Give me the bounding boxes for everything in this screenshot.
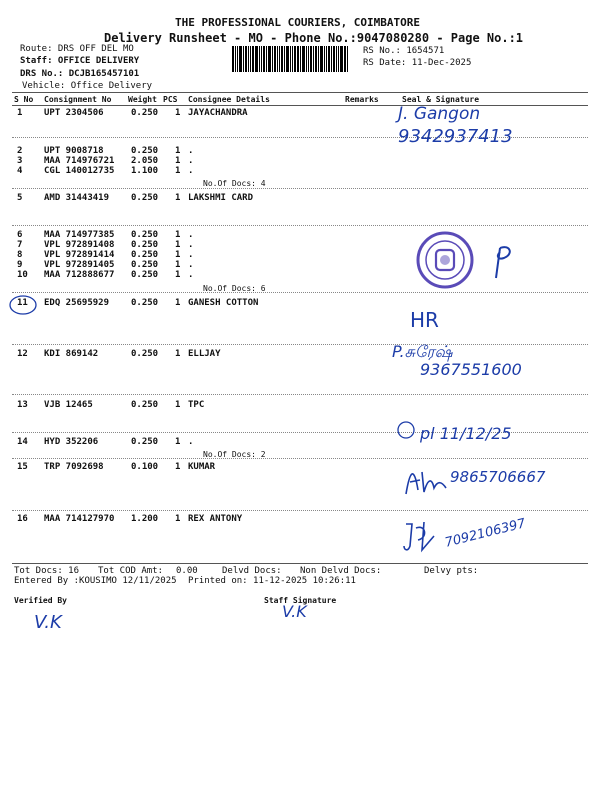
row-pcs: 1 [175,260,181,270]
barcode-bar [300,46,301,72]
row-weight: 0.250 [131,270,159,280]
row-consignee: . [188,260,194,270]
total-docs: Tot Docs: 16 [14,566,80,576]
row-cons: VJB 12465 [44,400,93,410]
row-sno: 16 [17,514,28,524]
delivery-points: Delvy pts: [424,566,479,576]
barcode-bar [331,46,332,72]
signature-15-phone: 9865706667 [450,468,546,486]
signature-11: HR [410,308,439,332]
row-divider [12,394,588,395]
row-pcs: 1 [175,166,181,176]
row-consignee: . [188,230,194,240]
row-consignee: KUMAR [188,462,216,472]
row-cons: MAA 714977385 [44,230,115,240]
barcode-bar [340,46,343,72]
row-cons: EDQ 25695929 [44,298,110,308]
signature-16-phone: 7092106397 [443,516,528,551]
barcode-bar [279,46,280,72]
row-sno: 9 [17,260,23,270]
row-weight: 0.250 [131,108,159,118]
row-consignee: REX ANTONY [188,514,243,524]
barcode-bar [237,46,238,72]
row-cons: CGL 140012735 [44,166,115,176]
row-weight: 0.250 [131,260,159,270]
barcode-bar [261,46,262,72]
signature-12-name: P.சுரேஷ் [392,342,453,361]
signature-12-phone: 9367551600 [420,360,522,379]
barcode-bar [259,46,260,72]
barcode-bar [266,46,267,72]
row-pcs: 1 [175,108,181,118]
row-consignee: . [188,156,194,166]
row-cons: MAA 712888677 [44,270,115,280]
signature-14: pl 11/12/25 [420,424,512,443]
signature-5-mark [486,240,516,284]
row-consignee: LAKSHMI CARD [188,193,254,203]
rs-number: RS No.: 1654571 [363,46,445,56]
barcode-bar [306,46,307,72]
header-rule-bottom [12,105,588,106]
row-sno: 5 [17,193,23,203]
row-pcs: 1 [175,240,181,250]
row-cons: MAA 714127970 [44,514,115,524]
row-cons: VPL 972891414 [44,250,115,260]
row-sno: 14 [17,437,28,447]
row-consignee: . [188,270,194,280]
circle-mark-14 [396,420,416,440]
barcode-bar [333,46,335,72]
row-sno: 11 [17,298,28,308]
entered-by: Entered By :KOUSIMO 12/11/2025 [14,576,177,586]
row-cons: MAA 714976721 [44,156,115,166]
row-sno: 12 [17,349,28,359]
row-weight: 0.250 [131,250,159,260]
barcode-bar [263,46,265,72]
barcode-bar [344,46,346,72]
row-weight: 0.250 [131,298,159,308]
row-pcs: 1 [175,230,181,240]
barcode-bar [274,46,276,72]
row-cons: VPL 972891405 [44,260,115,270]
row-pcs: 1 [175,400,181,410]
row-sno: 10 [17,270,28,280]
barcode-bar [315,46,317,72]
signature-16-scribble [400,516,440,556]
runsheet-title: Delivery Runsheet - MO - Phone No.:9047080280 - Page No.:1 [104,31,524,45]
row-weight: 1.100 [131,166,159,176]
row-divider [12,225,588,226]
staff-signature-initials: V.K [282,602,307,621]
row-cons: HYD 352206 [44,437,99,447]
row-sno: 3 [17,156,23,166]
barcode-bar [297,46,299,72]
row-pcs: 1 [175,193,181,203]
row-sno: 15 [17,462,28,472]
barcode-bar [255,46,258,72]
row-consignee: GANESH COTTON [188,298,259,308]
company-name: THE PROFESSIONAL COURIERS, COIMBATORE [175,16,421,29]
barcode-bar [290,46,291,72]
col-pcs: PCS [163,95,178,104]
staff-signature-label: Staff Signature [264,596,337,605]
barcode-bar [250,46,251,72]
rs-date: RS Date: 11-Dec-2025 [363,58,472,68]
row-weight: 0.250 [131,146,159,156]
barcode-bar [347,46,348,72]
totals-rule [12,563,588,564]
row-pcs: 1 [175,437,181,447]
row-pcs: 1 [175,146,181,156]
docs-count-group3: No.Of Docs: 2 [203,450,266,459]
col-remarks: Remarks [345,95,379,104]
row-sno: 1 [17,108,23,118]
barcode-bar [313,46,314,72]
drs-number: DRS No.: DCJB165457101 [20,69,140,79]
barcode-bar [286,46,289,72]
row-cons: UPT 9008718 [44,146,104,156]
barcode-bar [245,46,247,72]
row-sno: 13 [17,400,28,410]
row-divider [12,292,588,293]
row-consignee: . [188,240,194,250]
circle-mark [8,294,38,316]
row-weight: 1.200 [131,514,159,524]
row-sno: 6 [17,230,23,240]
row-divider [12,510,588,511]
row-weight: 0.250 [131,240,159,250]
barcode-bar [308,46,309,72]
row-pcs: 1 [175,298,181,308]
barcode-bar [318,46,319,72]
row-divider [12,458,588,459]
col-consignee: Consignee Details [188,95,270,104]
vehicle: Vehicle: Office Delivery [22,81,153,91]
non-delivered-docs: Non Delvd Docs: [300,566,382,576]
barcode-bar [268,46,271,72]
barcode-bar [310,46,312,72]
row-divider [12,344,588,345]
barcode-bar [292,46,293,72]
signature-15-scribble [402,460,452,500]
row-consignee: TPC [188,400,205,410]
row-cons: VPL 972891408 [44,240,115,250]
barcode-bar [281,46,283,72]
delivered-docs: Delvd Docs: [222,566,282,576]
row-weight: 0.100 [131,462,159,472]
row-cons: UPT 2304506 [44,108,104,118]
row-weight: 0.250 [131,349,159,359]
barcode-bar [320,46,323,72]
barcode-bar [277,46,278,72]
barcode [232,46,360,72]
row-pcs: 1 [175,349,181,359]
row-consignee: . [188,166,194,176]
barcode-bar [252,46,254,72]
row-pcs: 1 [175,462,181,472]
signature-1-phone: 9342937413 [398,126,513,147]
barcode-bar [235,46,236,72]
total-cod-label: Tot COD Amt: [98,566,164,576]
row-sno: 8 [17,250,23,260]
row-consignee: JAYACHANDRA [188,108,248,118]
row-sno: 7 [17,240,23,250]
route: Route: DRS OFF DEL MO [20,44,134,54]
row-weight: 0.250 [131,400,159,410]
barcode-bar [324,46,325,72]
row-pcs: 1 [175,250,181,260]
row-pcs: 1 [175,270,181,280]
row-divider [12,188,588,189]
row-consignee: . [188,250,194,260]
barcode-bar [336,46,337,72]
row-cons: AMD 31443419 [44,193,110,203]
barcode-bar [338,46,339,72]
verified-by-label: Verified By [14,596,67,605]
total-cod-amount: 0.00 [176,566,198,576]
row-consignee: . [188,437,194,447]
barcode-bar [248,46,249,72]
row-weight: 0.250 [131,230,159,240]
docs-count-group1: No.Of Docs: 4 [203,179,266,188]
col-weight: Weight [128,95,157,104]
barcode-bar [328,46,330,72]
row-cons: TRP 7092698 [44,462,104,472]
barcode-bar [239,46,242,72]
barcode-bar [326,46,327,72]
row-pcs: 1 [175,514,181,524]
row-weight: 0.250 [131,437,159,447]
signature-1-name: J. Gangon [398,104,481,124]
barcode-bar [232,46,234,72]
docs-count-group2: No.Of Docs: 6 [203,284,266,293]
staff: Staff: OFFICE DELIVERY [20,56,140,66]
row-pcs: 1 [175,156,181,166]
barcode-bar [243,46,244,72]
barcode-bar [294,46,296,72]
office-seal-stamp [410,228,480,292]
row-consignee: ELLJAY [188,349,221,359]
row-consignee: . [188,146,194,156]
col-sno: S No [14,95,34,104]
row-weight: 0.250 [131,193,159,203]
verified-by-initials: V.K [34,612,62,633]
row-weight: 2.050 [131,156,159,166]
barcode-bar [302,46,305,72]
barcode-bar [284,46,285,72]
row-cons: KDI 869142 [44,349,99,359]
printed-on: Printed on: 11-12-2025 10:26:11 [188,576,356,586]
barcode-bar [272,46,273,72]
row-sno: 4 [17,166,23,176]
header-rule-top [12,92,588,93]
col-seal: Seal & Signature [402,95,480,104]
col-consignment: Consignment No [44,95,112,104]
row-sno: 2 [17,146,23,156]
